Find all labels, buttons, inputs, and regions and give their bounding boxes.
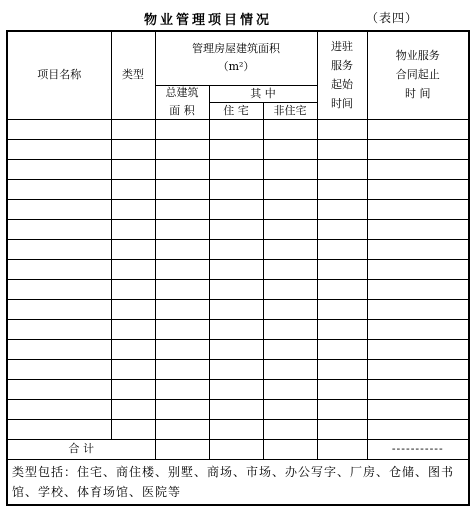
header-residential: 住 宅 (209, 102, 263, 119)
table-cell[interactable] (317, 359, 367, 379)
header-contract-line: 时 间 (405, 87, 431, 101)
table-row (7, 279, 469, 299)
table-cell[interactable] (367, 419, 469, 439)
table-cell[interactable] (111, 159, 155, 179)
table-cell[interactable] (317, 139, 367, 159)
table-row (7, 299, 469, 319)
table-cell[interactable] (209, 219, 263, 239)
table-cell[interactable] (317, 319, 367, 339)
table-row (7, 219, 469, 239)
table-cell[interactable] (111, 179, 155, 199)
header-contract-line: 合同起止 (395, 68, 440, 82)
table-cell[interactable] (367, 319, 469, 339)
form-title (6, 0, 468, 30)
table-cell[interactable] (317, 299, 367, 319)
form-title-main: 物业管理项目情况 (144, 13, 273, 28)
table-cell[interactable] (7, 419, 111, 439)
table-cell[interactable] (155, 299, 209, 319)
table-cell[interactable] (317, 239, 367, 259)
table-cell[interactable] (7, 299, 111, 319)
table-cell[interactable] (263, 219, 317, 239)
table-cell[interactable] (111, 199, 155, 219)
header-entry-line: 服务 (331, 58, 354, 72)
table-cell[interactable] (263, 359, 317, 379)
table-cell[interactable] (209, 359, 263, 379)
table-cell[interactable] (155, 159, 209, 179)
table-cell[interactable] (317, 439, 367, 459)
table-cell[interactable] (7, 219, 111, 239)
table-row (7, 399, 469, 419)
note-row (7, 459, 469, 505)
table-cell[interactable] (367, 239, 469, 259)
table-cell[interactable] (7, 319, 111, 339)
property-projects-table (6, 30, 470, 506)
table-cell[interactable] (209, 319, 263, 339)
table-cell[interactable] (111, 219, 155, 239)
table-row (7, 159, 469, 179)
table-cell[interactable] (111, 419, 155, 439)
table-cell[interactable] (317, 379, 367, 399)
table-cell[interactable] (209, 419, 263, 439)
table-cell[interactable] (367, 219, 469, 239)
table-cell[interactable] (317, 199, 367, 219)
header-entry-line: 起始 (331, 77, 354, 91)
table-cell[interactable] (111, 279, 155, 299)
table-cell[interactable] (7, 399, 111, 419)
table-cell[interactable] (263, 139, 317, 159)
table-cell[interactable] (317, 219, 367, 239)
header-managed-area (155, 31, 317, 85)
table-cell[interactable] (367, 279, 469, 299)
table-cell[interactable] (155, 279, 209, 299)
table-cell[interactable] (209, 299, 263, 319)
table-cell[interactable] (263, 179, 317, 199)
table-cell[interactable] (367, 119, 469, 139)
table-cell[interactable] (209, 239, 263, 259)
table-cell[interactable] (367, 159, 469, 179)
header-type: 类型 (111, 31, 155, 119)
table-cell[interactable] (111, 379, 155, 399)
table-row (7, 139, 469, 159)
header-entry-line: 时间 (331, 96, 354, 110)
table-cell[interactable] (7, 279, 111, 299)
table-cell[interactable] (367, 359, 469, 379)
table-cell[interactable] (367, 179, 469, 199)
table-cell[interactable] (263, 339, 317, 359)
table-cell[interactable] (155, 319, 209, 339)
table-cell[interactable] (367, 299, 469, 319)
total-row (7, 439, 469, 459)
table-cell[interactable] (317, 279, 367, 299)
table-cell[interactable] (155, 259, 209, 279)
table-cell[interactable] (317, 159, 367, 179)
table-row (7, 319, 469, 339)
table-cell[interactable] (209, 399, 263, 419)
table-cell[interactable] (111, 319, 155, 339)
header-non-residential: 非住宅 (263, 102, 317, 119)
header-contract-period (367, 31, 469, 119)
table-cell[interactable] (155, 419, 209, 439)
table-cell[interactable] (155, 439, 209, 459)
table-cell[interactable] (7, 379, 111, 399)
table-cell[interactable] (209, 159, 263, 179)
table-cell[interactable] (7, 199, 111, 219)
total-label: 合 计 (7, 439, 155, 459)
table-row (7, 259, 469, 279)
table-cell[interactable] (7, 259, 111, 279)
table-cell[interactable] (317, 179, 367, 199)
header-project-name: 项目名称 (7, 31, 111, 119)
header-entry-line: 进驻 (331, 39, 354, 53)
table-cell[interactable] (155, 219, 209, 239)
table-cell[interactable] (317, 119, 367, 139)
table-cell[interactable] (263, 119, 317, 139)
table-cell[interactable] (209, 439, 263, 459)
table-cell[interactable] (209, 379, 263, 399)
table-cell[interactable] (209, 119, 263, 139)
table-cell[interactable] (155, 119, 209, 139)
header-of-which: 其 中 (209, 85, 317, 102)
table-cell[interactable] (111, 399, 155, 419)
table-cell[interactable] (111, 299, 155, 319)
table-cell[interactable] (155, 379, 209, 399)
table-cell[interactable] (7, 159, 111, 179)
table-cell[interactable] (209, 259, 263, 279)
table-cell[interactable] (263, 419, 317, 439)
table-cell[interactable] (367, 379, 469, 399)
table-cell[interactable] (7, 179, 111, 199)
table-row (7, 359, 469, 379)
table-cell[interactable] (367, 199, 469, 219)
table-cell[interactable] (317, 339, 367, 359)
table-cell[interactable] (155, 359, 209, 379)
table-cell[interactable] (155, 239, 209, 259)
table-row (7, 339, 469, 359)
table-cell[interactable] (111, 119, 155, 139)
table-row (7, 119, 469, 139)
table-cell[interactable] (263, 199, 317, 219)
table-cell[interactable] (367, 139, 469, 159)
table-cell[interactable] (317, 399, 367, 419)
table-row (7, 379, 469, 399)
table-cell[interactable] (367, 399, 469, 419)
total-contract-placeholder: ----------- (367, 439, 469, 459)
table-cell[interactable] (263, 379, 317, 399)
header-area-unit: （m²） (217, 60, 255, 74)
table-cell[interactable] (209, 179, 263, 199)
table-cell[interactable] (317, 259, 367, 279)
table-cell[interactable] (155, 179, 209, 199)
table-cell[interactable] (263, 159, 317, 179)
header-contract-line: 物业服务 (395, 49, 440, 63)
table-cell[interactable] (263, 259, 317, 279)
table-cell[interactable] (263, 279, 317, 299)
table-cell[interactable] (155, 399, 209, 419)
header-total-area-line: 总建筑 (165, 86, 199, 99)
table-cell[interactable] (209, 339, 263, 359)
table-row (7, 239, 469, 259)
table-cell[interactable] (7, 239, 111, 259)
table-cell[interactable] (367, 259, 469, 279)
table-row (7, 179, 469, 199)
table-cell[interactable] (155, 139, 209, 159)
table-cell[interactable] (263, 439, 317, 459)
table-cell[interactable] (155, 339, 209, 359)
table-cell[interactable] (111, 359, 155, 379)
table-cell[interactable] (111, 239, 155, 259)
header-total-area-line: 面 积 (169, 104, 195, 117)
table-cell[interactable] (155, 199, 209, 219)
form-title-sub: （表四） (366, 11, 419, 25)
table-cell[interactable] (263, 299, 317, 319)
table-cell[interactable] (111, 139, 155, 159)
table-cell[interactable] (7, 119, 111, 139)
header-managed-area-label: 管理房屋建筑面积 (192, 42, 281, 56)
table-cell[interactable] (209, 279, 263, 299)
table-cell[interactable] (209, 199, 263, 219)
table-cell[interactable] (263, 399, 317, 419)
table-cell[interactable] (263, 319, 317, 339)
table-cell[interactable] (111, 259, 155, 279)
table-row (7, 419, 469, 439)
table-cell[interactable] (367, 339, 469, 359)
table-cell[interactable] (111, 339, 155, 359)
table-cell[interactable] (7, 139, 111, 159)
header-total-area (155, 85, 209, 119)
table-row (7, 199, 469, 219)
type-note: 类型包括：住宅、商住楼、别墅、商场、市场、办公写字、厂房、仓储、图书馆、学校、体育场馆、医院等 (7, 459, 469, 505)
table-cell[interactable] (7, 359, 111, 379)
table-cell[interactable] (209, 139, 263, 159)
table-cell[interactable] (7, 339, 111, 359)
table-cell[interactable] (317, 419, 367, 439)
table-cell[interactable] (263, 239, 317, 259)
header-entry-start-time (317, 31, 367, 119)
